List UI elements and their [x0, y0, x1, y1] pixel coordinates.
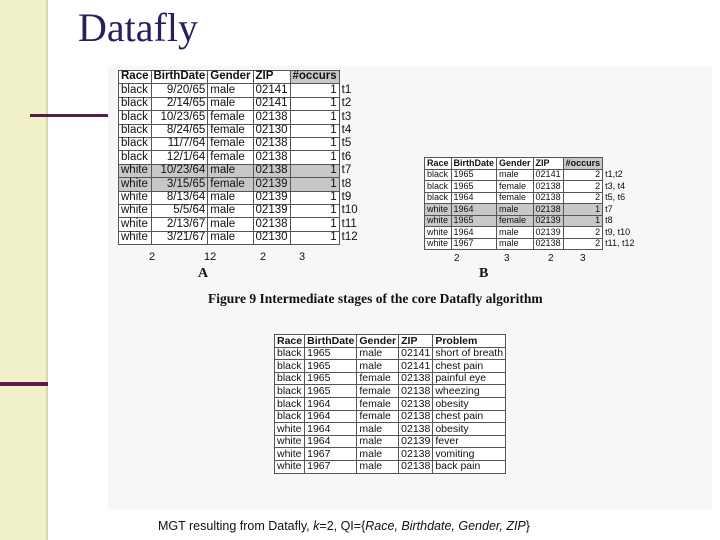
occurs-cell: 2	[563, 181, 603, 193]
gender-cell: male	[497, 204, 534, 216]
caption-k-variable: k	[313, 519, 320, 533]
zip-cell: 02139	[533, 215, 563, 227]
birthdate-cell: 2/14/65	[151, 97, 208, 110]
table-c-row	[275, 397, 506, 410]
tuple-id-cell: t5	[341, 137, 352, 150]
gender-cell: female	[208, 124, 253, 137]
race-cell: black	[275, 372, 305, 385]
table-b-row	[425, 204, 637, 216]
gender-cell: female	[208, 178, 253, 191]
problem-cell: chest pain	[433, 410, 506, 423]
title-underline-rule	[30, 114, 108, 117]
race-cell: black	[119, 124, 152, 137]
table-a-header-gender: Gender	[208, 71, 253, 84]
caption-qi-items: Race, Birthdate, Gender, ZIP	[365, 519, 526, 533]
tuple-id-cell: t4	[341, 124, 352, 136]
table-a-row	[119, 231, 361, 244]
gender-cell: male	[208, 218, 253, 231]
occurs-cell: 2	[563, 192, 603, 204]
gender-cell: male	[497, 169, 534, 181]
caption-suffix: }	[525, 519, 530, 533]
occurs-cell: 1	[290, 204, 339, 217]
race-cell: black	[425, 192, 452, 204]
race-cell: black	[425, 169, 452, 181]
occurs-cell: 1	[290, 137, 339, 150]
table-b-count-race: 2	[454, 253, 460, 264]
slide-title: Datafly	[78, 5, 198, 50]
tuple-id-cell: t10	[341, 204, 358, 217]
zip-cell: 02138	[399, 448, 433, 461]
birthdate-cell: 1967	[305, 460, 357, 473]
table-c-row	[275, 448, 506, 461]
race-cell: black	[119, 111, 152, 124]
table-a-row	[119, 204, 361, 217]
race-cell: black	[275, 347, 305, 360]
gender-cell: female	[497, 192, 534, 204]
tuple-id-cell: t1	[341, 83, 352, 96]
table-b-row	[425, 227, 637, 239]
zip-cell: 02138	[399, 372, 433, 385]
birthdate-cell: 1964	[451, 192, 497, 204]
table-a-row	[119, 151, 361, 164]
table-b-row	[425, 169, 637, 181]
caption-k-value: =2, QI={	[319, 519, 366, 533]
problem-cell: painful eye	[433, 372, 506, 385]
table-c-header-race: Race	[275, 335, 305, 348]
zip-cell: 02138	[253, 164, 290, 177]
table-c-row	[275, 435, 506, 448]
zip-cell: 02138	[399, 385, 433, 398]
problem-cell: vomiting	[433, 448, 506, 461]
occurs-cell: 2	[563, 227, 603, 239]
table-a-header-birthdate: BirthDate	[151, 71, 208, 84]
tuple-id-cell: t3, t4	[605, 180, 626, 191]
zip-cell: 02141	[253, 84, 290, 97]
race-cell: black	[119, 151, 152, 164]
tuple-id-cell: t11	[341, 217, 357, 230]
gender-cell: female	[208, 111, 253, 124]
table-c-row	[275, 460, 506, 473]
birthdate-cell: 1964	[305, 410, 357, 423]
gender-cell: male	[357, 435, 399, 448]
race-cell: black	[275, 397, 305, 410]
birthdate-cell: 1965	[305, 385, 357, 398]
gender-cell: male	[357, 460, 399, 473]
birthdate-cell: 11/7/64	[151, 137, 208, 150]
table-a-header-spacer	[339, 71, 360, 84]
race-cell: white	[425, 215, 452, 227]
table-b-header-zip: ZIP	[533, 158, 563, 170]
table-b-header-race: Race	[425, 158, 452, 170]
race-cell: white	[275, 435, 305, 448]
zip-cell: 02138	[399, 423, 433, 436]
birthdate-cell: 8/13/64	[151, 191, 208, 204]
zip-cell: 02139	[399, 435, 433, 448]
gender-cell: male	[497, 227, 534, 239]
race-cell: white	[275, 460, 305, 473]
race-cell: black	[275, 360, 305, 373]
birthdate-cell: 1965	[305, 372, 357, 385]
birthdate-cell: 1964	[451, 204, 497, 216]
occurs-cell: 1	[563, 204, 603, 216]
table-b-row	[425, 238, 637, 250]
table-a-row	[119, 111, 361, 124]
occurs-cell: 1	[290, 218, 339, 231]
left-accent-rule	[0, 382, 48, 386]
table-c-row	[275, 385, 506, 398]
table-a	[118, 70, 361, 245]
problem-cell: short of breath	[433, 347, 506, 360]
gender-cell: male	[208, 204, 253, 217]
gender-cell: male	[357, 347, 399, 360]
table-a-count-birthdate: 12	[204, 251, 217, 263]
birthdate-cell: 1964	[305, 397, 357, 410]
zip-cell: 02139	[253, 204, 290, 217]
table-b	[424, 157, 637, 250]
tuple-id-cell: t3	[341, 110, 352, 123]
tuple-id-cell: t11, t12	[605, 238, 635, 249]
slide-caption	[158, 519, 530, 533]
problem-cell: wheezing	[433, 385, 506, 398]
race-cell: white	[119, 204, 152, 217]
birthdate-cell: 10/23/64	[151, 164, 208, 177]
occurs-cell: 1	[290, 111, 339, 124]
table-c-row	[275, 423, 506, 436]
tuple-id-cell: t2	[341, 97, 352, 110]
gender-cell: male	[357, 448, 399, 461]
race-cell: black	[119, 97, 152, 110]
table-b-header-birthdate: BirthDate	[451, 158, 497, 170]
table-b-header-gender: Gender	[497, 158, 534, 170]
table-b-count-zip: 3	[580, 253, 586, 264]
table-b-row	[425, 181, 637, 193]
zip-cell: 02141	[253, 97, 290, 110]
tuple-id-cell: t8	[341, 177, 352, 190]
table-a-row	[119, 97, 361, 110]
zip-cell: 02130	[253, 231, 290, 244]
tuple-id-cell: t1,t2	[605, 169, 623, 180]
table-c-row	[275, 410, 506, 423]
zip-cell: 02138	[253, 111, 290, 124]
table-c-header-gender: Gender	[357, 335, 399, 348]
zip-cell: 02138	[533, 238, 563, 250]
occurs-cell: 1	[290, 97, 339, 110]
gender-cell: female	[208, 137, 253, 150]
zip-cell: 02139	[533, 227, 563, 239]
gender-cell: male	[208, 191, 253, 204]
zip-cell: 02138	[253, 218, 290, 231]
table-c-header-birthdate: BirthDate	[305, 335, 357, 348]
zip-cell: 02141	[399, 360, 433, 373]
gender-cell: female	[357, 372, 399, 385]
table-b-row	[425, 215, 637, 227]
tuple-id-cell: t8	[605, 215, 613, 226]
zip-cell: 02130	[253, 124, 290, 137]
birthdate-cell: 1965	[451, 215, 497, 227]
tuple-id-cell: t9, t10	[605, 226, 631, 237]
race-cell: white	[119, 178, 152, 191]
tuple-id-cell: t9	[341, 190, 352, 203]
race-cell: white	[119, 231, 152, 244]
zip-cell: 02138	[399, 397, 433, 410]
problem-cell: obesity	[433, 423, 506, 436]
zip-cell: 02141	[533, 169, 563, 181]
birthdate-cell: 8/24/65	[151, 124, 208, 137]
table-a-row	[119, 164, 361, 177]
table-c-row	[275, 347, 506, 360]
occurs-cell: 1	[290, 178, 339, 191]
race-cell: white	[275, 448, 305, 461]
birthdate-cell: 3/15/65	[151, 178, 208, 191]
occurs-cell: 1	[290, 164, 339, 177]
tuple-id-cell: t12	[341, 231, 358, 244]
problem-cell: chest pain	[433, 360, 506, 373]
occurs-cell: 1	[290, 231, 339, 244]
race-cell: black	[275, 410, 305, 423]
zip-cell: 02141	[399, 347, 433, 360]
zip-cell: 02138	[533, 192, 563, 204]
table-a-row	[119, 124, 361, 137]
race-cell: white	[119, 191, 152, 204]
gender-cell: male	[208, 164, 253, 177]
table-b-count-birthdate: 3	[504, 253, 510, 264]
table-b-header-occurs: #occurs	[563, 158, 603, 170]
birthdate-cell: 1967	[451, 238, 497, 250]
tuple-id-cell: t7	[341, 164, 352, 177]
table-a-count-zip: 3	[299, 251, 306, 263]
birthdate-cell: 1967	[305, 448, 357, 461]
table-c-header-problem: Problem	[433, 335, 506, 348]
birthdate-cell: 1965	[451, 181, 497, 193]
gender-cell: male	[357, 423, 399, 436]
gender-cell: female	[497, 215, 534, 227]
race-cell: white	[119, 218, 152, 231]
race-cell: black	[425, 181, 452, 193]
table-c	[274, 334, 506, 474]
table-a-count-race: 2	[149, 251, 156, 263]
table-b-header-spacer	[603, 158, 637, 170]
problem-cell: back pain	[433, 460, 506, 473]
problem-cell: fever	[433, 435, 506, 448]
gender-cell: male	[357, 360, 399, 373]
birthdate-cell: 12/1/64	[151, 151, 208, 164]
birthdate-cell: 1964	[451, 227, 497, 239]
tuple-id-cell: t7	[605, 203, 613, 214]
birthdate-cell: 1965	[451, 169, 497, 181]
figure-label-a: A	[198, 266, 209, 281]
table-a-header-row	[119, 71, 361, 84]
zip-cell: 02138	[533, 204, 563, 216]
occurs-cell: 2	[563, 238, 603, 250]
gender-cell: female	[357, 397, 399, 410]
zip-cell: 02139	[253, 191, 290, 204]
gender-cell: male	[208, 231, 253, 244]
zip-cell: 02138	[253, 151, 290, 164]
zip-cell: 02138	[399, 410, 433, 423]
tuple-id-cell: t5, t6	[605, 192, 626, 203]
table-a-count-gender: 2	[260, 251, 267, 263]
table-a-row	[119, 84, 361, 97]
figure-label-b: B	[479, 266, 489, 281]
race-cell: white	[425, 238, 452, 250]
race-cell: white	[119, 164, 152, 177]
gender-cell: female	[357, 410, 399, 423]
occurs-cell: 1	[290, 124, 339, 137]
race-cell: black	[119, 84, 152, 97]
birthdate-cell: 1964	[305, 435, 357, 448]
occurs-cell: 2	[563, 169, 603, 181]
occurs-cell: 1	[290, 84, 339, 97]
birthdate-cell: 5/5/64	[151, 204, 208, 217]
birthdate-cell: 3/21/67	[151, 231, 208, 244]
race-cell: black	[275, 385, 305, 398]
occurs-cell: 1	[563, 215, 603, 227]
birthdate-cell: 10/23/65	[151, 111, 208, 124]
table-c-row	[275, 372, 506, 385]
caption-prefix: MGT resulting from Datafly,	[158, 519, 314, 533]
gender-cell: male	[497, 238, 534, 250]
table-c-header-row	[275, 335, 506, 348]
race-cell: black	[119, 137, 152, 150]
table-b-row	[425, 192, 637, 204]
table-a-header-occurs: #occurs	[290, 71, 339, 84]
table-b-count-gender: 2	[548, 253, 554, 264]
table-a-header-zip: ZIP	[253, 71, 290, 84]
left-accent-bar	[0, 0, 48, 540]
table-b-header-row	[425, 158, 637, 170]
zip-cell: 02138	[533, 181, 563, 193]
birthdate-cell: 2/13/67	[151, 218, 208, 231]
race-cell: white	[275, 423, 305, 436]
table-a-row	[119, 137, 361, 150]
zip-cell: 02138	[253, 137, 290, 150]
birthdate-cell: 1965	[305, 347, 357, 360]
occurs-cell: 1	[290, 191, 339, 204]
table-a-row	[119, 191, 361, 204]
birthdate-cell: 1964	[305, 423, 357, 436]
tuple-id-cell: t6	[341, 150, 352, 163]
table-a-header-race: Race	[119, 71, 152, 84]
occurs-cell: 1	[290, 151, 339, 164]
birthdate-cell: 1965	[305, 360, 357, 373]
gender-cell: male	[208, 84, 253, 97]
gender-cell: male	[208, 97, 253, 110]
birthdate-cell: 9/20/65	[151, 84, 208, 97]
race-cell: white	[425, 227, 452, 239]
zip-cell: 02138	[399, 460, 433, 473]
figure-caption: Figure 9 Intermediate stages of the core Datafly algorithm	[208, 291, 543, 306]
gender-cell: female	[497, 181, 534, 193]
gender-cell: female	[208, 151, 253, 164]
zip-cell: 02139	[253, 178, 290, 191]
problem-cell: obesity	[433, 397, 506, 410]
gender-cell: female	[357, 385, 399, 398]
table-a-row	[119, 218, 361, 231]
table-c-header-zip: ZIP	[399, 335, 433, 348]
race-cell: white	[425, 204, 452, 216]
table-c-row	[275, 360, 506, 373]
table-a-row	[119, 178, 361, 191]
